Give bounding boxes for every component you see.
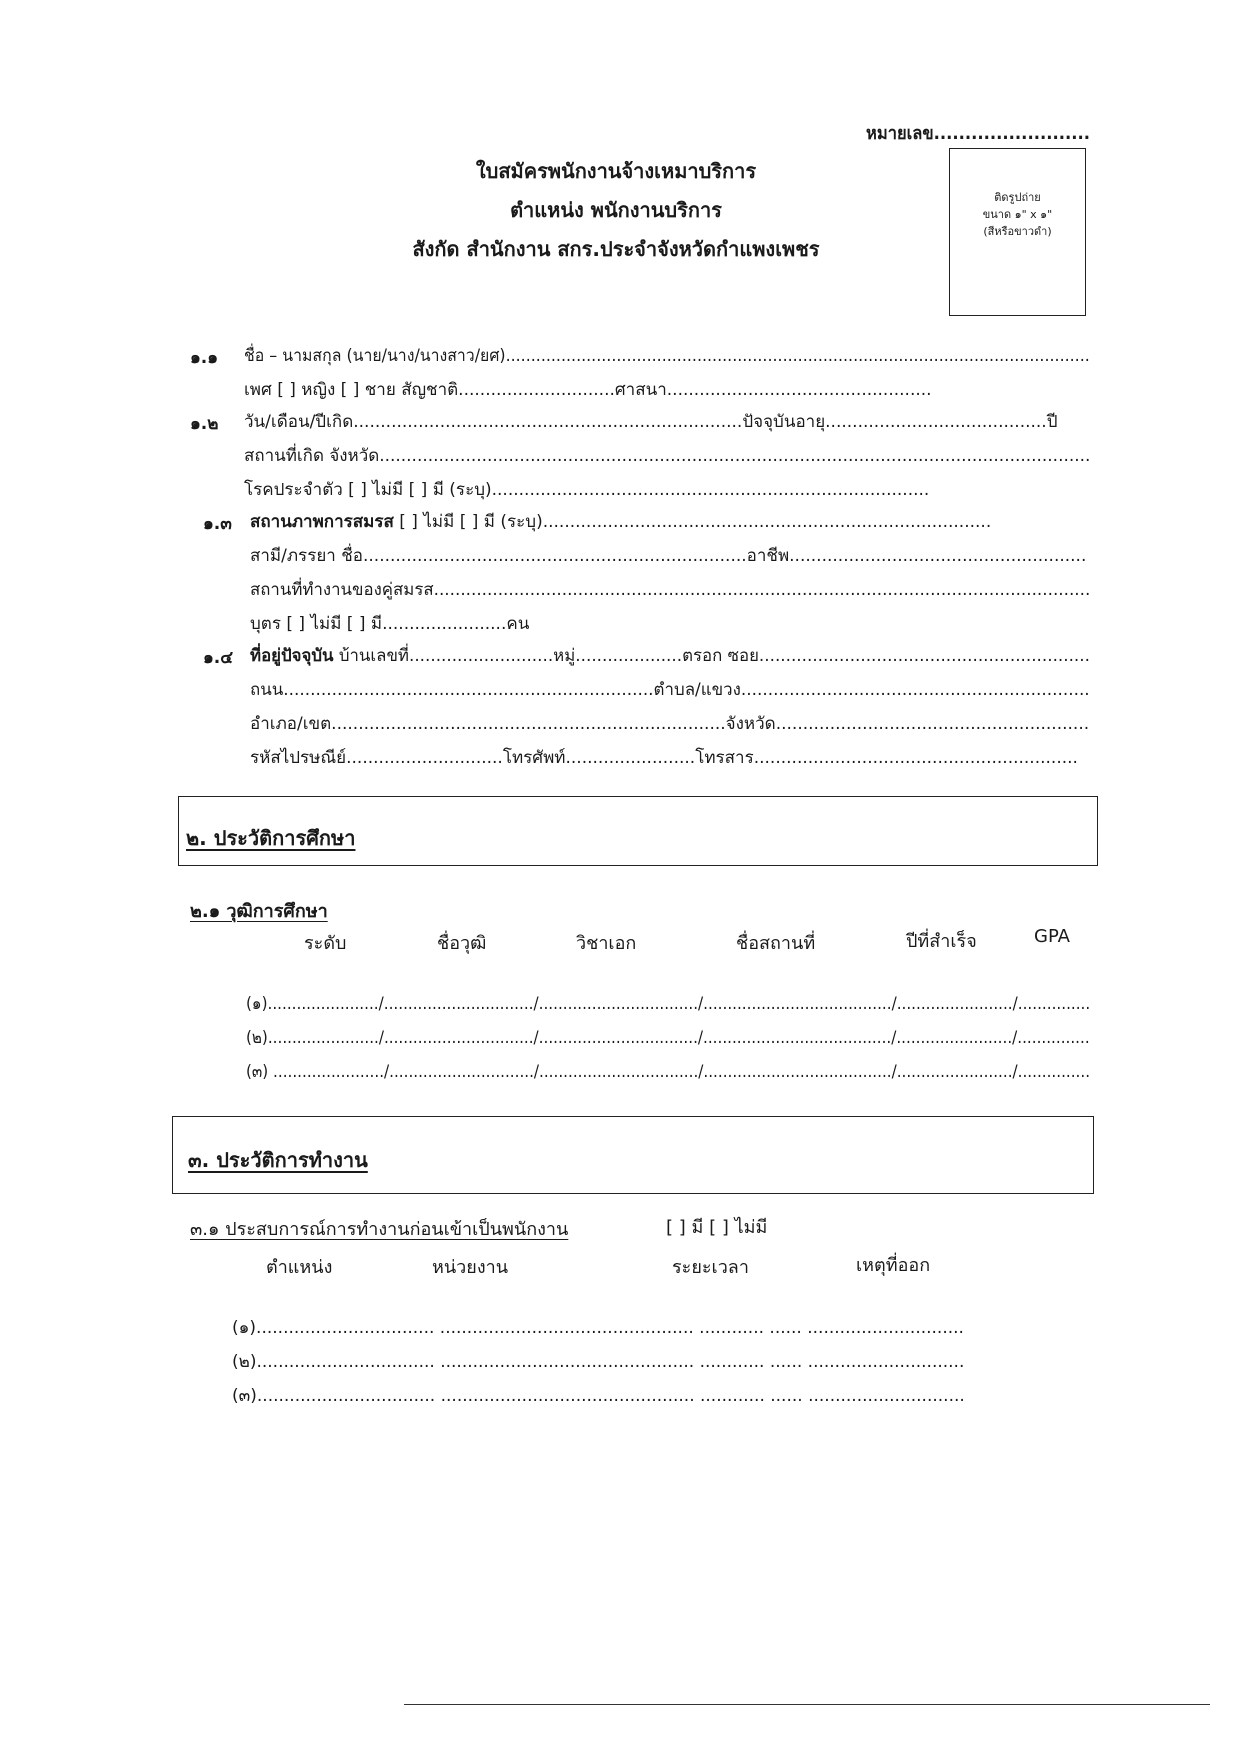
address-label: ที่อยู่ปัจจุบัน [250, 646, 334, 666]
spouse-workplace-field[interactable]: สถานที่ทำงานของคู่สมรส........................................................................................................................... [250, 580, 1091, 600]
edu-header-level: ระดับ [304, 933, 347, 954]
edu-header-major: วิชาเอก [576, 933, 637, 954]
edu-row-2[interactable]: (๒)......................./.............................../................................./......................................./......................../............... [246, 1028, 1090, 1048]
section-3-title: ๓. ประวัติการทำงาน [188, 1148, 368, 1172]
photo-box[interactable] [949, 148, 1086, 316]
item-1-2-number: ๑.๒ [190, 414, 219, 434]
photo-box-size: ขนาด ๑" x ๑" [982, 208, 1053, 221]
section-2-title: ๒. ประวัติการศึกษา [186, 826, 356, 850]
district-field[interactable]: อำเภอ/เขต.........................................................................จังหวัด.......................................................... [250, 714, 1090, 734]
form-position: ตำแหน่ง พนักงานบริการ [510, 198, 722, 222]
edu-header-degree: ชื่อวุฒิ [437, 933, 487, 954]
work-experience-subtitle: ๓.๑ ประสบการณ์การทำงานก่อนเข้าเป็นพนักงาน [190, 1219, 569, 1240]
document-number: หมายเลข......................... [866, 123, 1091, 144]
marital-status-label: สถานภาพการสมรส [250, 512, 394, 532]
name-field[interactable]: ชื่อ – นามสกุล (นาย/นาง/นางสาว/ยศ).................................................................................................................... [244, 346, 1090, 366]
work-header-reason: เหตุที่ออก [856, 1255, 931, 1276]
edu-header-year: ปีที่สำเร็จ [906, 931, 977, 952]
work-row-3[interactable]: (๓)................................. ............................................... ............ ...... ............................. [232, 1386, 965, 1406]
work-header-organization: หน่วยงาน [432, 1257, 509, 1278]
photo-box-color: (สีหรือขาวดำ) [983, 225, 1052, 238]
marital-status-row[interactable] [250, 508, 991, 535]
gender-row[interactable]: เพศ [ ] หญิง [ ] ชาย สัญชาติ.............................ศาสนา................................................. [244, 380, 932, 400]
item-1-3-number: ๑.๓ [203, 514, 232, 534]
birthplace-field[interactable]: สถานที่เกิด จังหวัด.................................................................................................................................... [244, 446, 1091, 466]
form-title: ใบสมัครพนักงานจ้างเหมาบริการ [475, 159, 757, 183]
work-experience-options[interactable]: [ ] มี [ ] ไม่มี [666, 1217, 768, 1238]
edu-header-gpa: GPA [1034, 926, 1070, 947]
work-header-duration: ระยะเวลา [672, 1257, 749, 1278]
disease-row[interactable]: โรคประจำตัว [ ] ไม่มี [ ] มี (ระบุ)................................................................................. [244, 480, 930, 500]
edu-row-1[interactable]: (๑)......................./.............................../................................./......................................./......................../............... [246, 994, 1091, 1014]
education-subtitle: ๒.๑ วุฒิการศึกษา [190, 901, 328, 922]
work-header-position: ตำแหน่ง [266, 1257, 333, 1278]
edu-header-institution: ชื่อสถานที่ [736, 933, 816, 954]
marital-status-options[interactable]: [ ] ไม่มี [ ] มี (ระบุ)................................................................................... [393, 512, 992, 532]
bottom-rule [404, 1704, 1210, 1705]
item-1-4-number: ๑.๔ [203, 648, 234, 668]
form-affiliation: สังกัด สำนักงาน สกร.ประจำจังหวัดกำแพงเพชร [412, 237, 820, 261]
work-row-2[interactable]: (๒)................................. ............................................... ............ ...... ............................. [232, 1352, 965, 1372]
postal-code-field[interactable]: รหัสไปรษณีย์.............................โทรศัพท์........................โทรสาร............................................................ [250, 748, 1078, 768]
item-1-1-number: ๑.๑ [190, 348, 219, 368]
work-row-1[interactable]: (๑)................................. ............................................... ............ ...... ............................. [232, 1318, 964, 1338]
photo-box-label: ติดรูปถ่าย [994, 191, 1041, 204]
children-row[interactable]: บุตร [ ] ไม่มี [ ] มี.......................คน [250, 614, 530, 634]
road-field[interactable]: ถนน.....................................................................ตำบล/แขวง................................................................. [250, 680, 1090, 700]
address-row[interactable] [250, 642, 1090, 669]
house-number-field[interactable]: บ้านเลขที่...........................หมู่....................ตรอก ซอย.............................................................. [333, 646, 1090, 666]
birthdate-field[interactable]: วัน/เดือน/ปีเกิด........................................................................ปัจจุบันอายุ.........................................ปี [244, 412, 1058, 432]
spouse-field[interactable]: สามี/ภรรยา ชื่อ.......................................................................อาชีพ....................................................... [250, 546, 1087, 566]
edu-row-3[interactable]: (๓) ......................./............................../................................./......................................./......................../............... [246, 1062, 1091, 1082]
